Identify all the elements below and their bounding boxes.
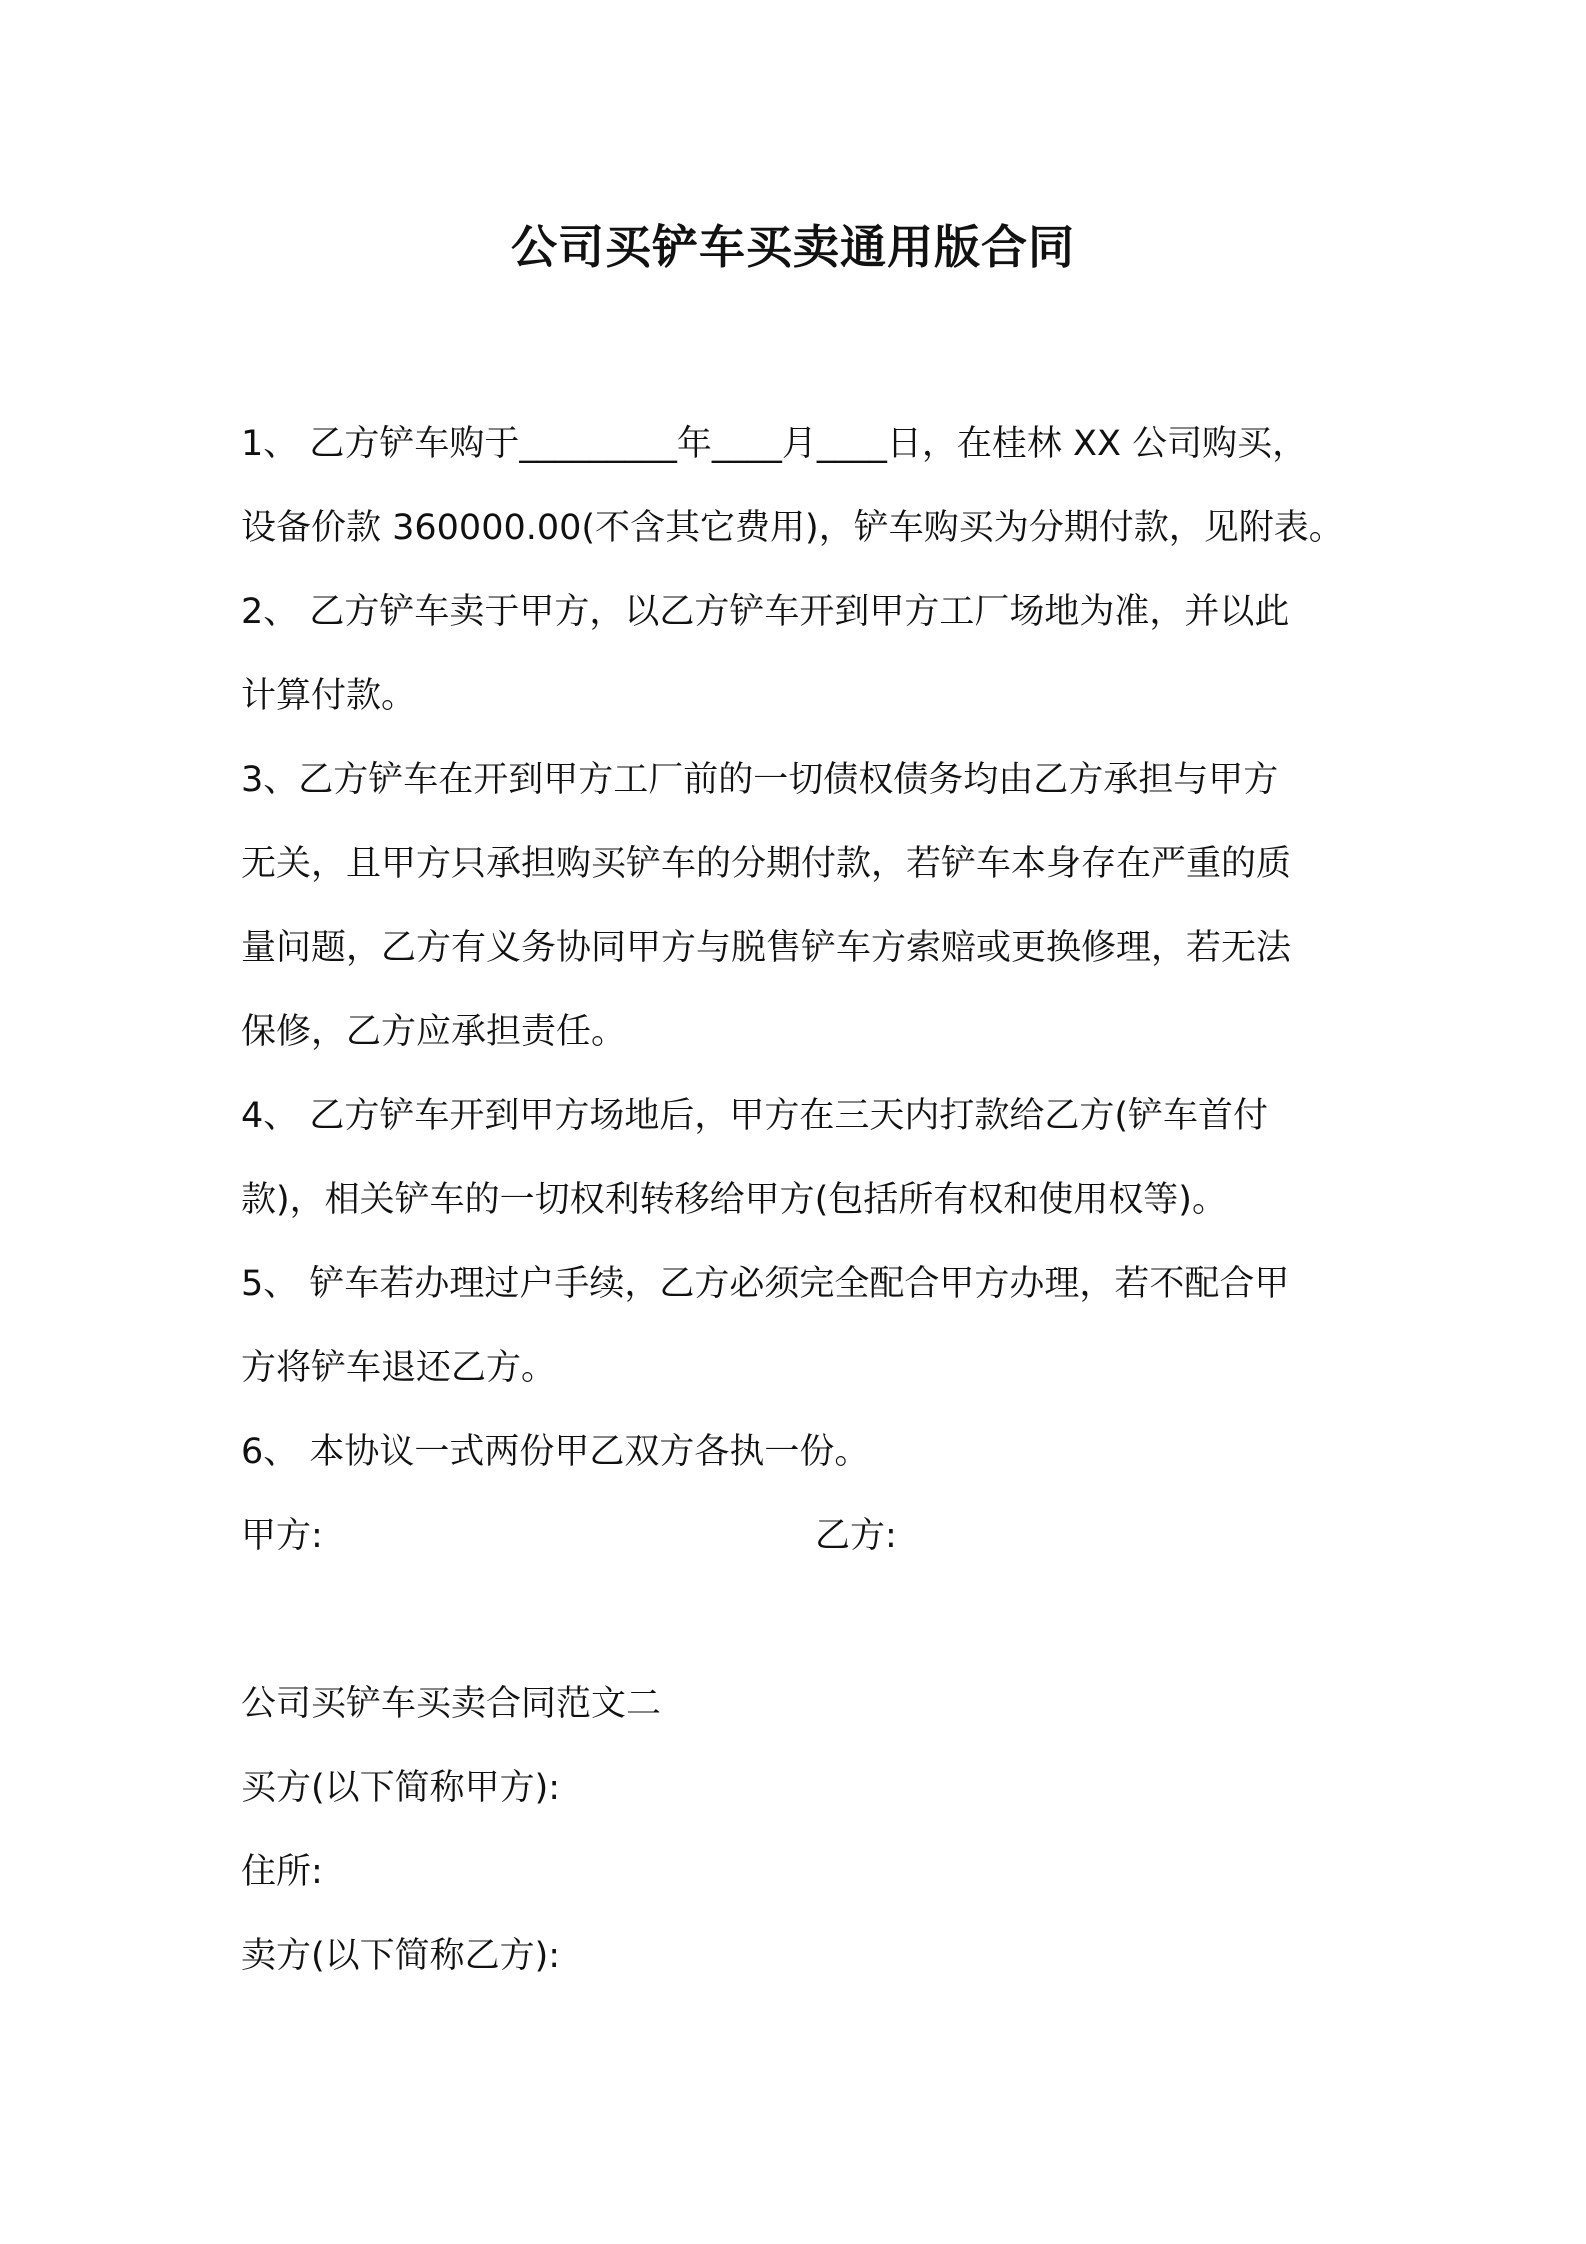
clause-line: 4、 乙方铲车开到甲方场地后，甲方在三天内打款给乙方(铲车首付: [241, 1096, 1269, 1136]
seller-label: 卖方(以下简称乙方):: [241, 1936, 561, 1976]
clause-5: [241, 1242, 1386, 1410]
clause-line: 设备价款 360000.00(不含其它费用)，铲车购买为分期付款，见附表。: [241, 508, 1344, 548]
party-a-label: 甲方:: [241, 1516, 323, 1556]
second-contract-heading: 公司买铲车买卖合同范文二: [241, 1684, 662, 1724]
spacer: [241, 1578, 1386, 1662]
signature-row: [241, 1494, 1386, 1578]
clause-line: 保修，乙方应承担责任。: [241, 1012, 627, 1052]
clause-line: 无关，且甲方只承担购买铲车的分期付款，若铲车本身存在严重的质: [241, 844, 1292, 884]
clause-6: [241, 1410, 1386, 1494]
clause-line: 3、乙方铲车在开到甲方工厂前的一切债权债务均由乙方承担与甲方: [241, 760, 1279, 800]
clause-line: 1、 乙方铲车购于_________年____月____日，在桂林 XX 公司购买，: [241, 424, 1308, 464]
clause-line: 款)，相关铲车的一切权利转移给甲方(包括所有权和使用权等)。: [241, 1180, 1227, 1220]
clause-line: 方将铲车退还乙方。: [241, 1348, 557, 1388]
clause-3: [241, 738, 1386, 1074]
clause-1: [241, 402, 1386, 570]
clause-line: 量问题，乙方有义务协同甲方与脱售铲车方索赔或更换修理，若无法: [241, 928, 1292, 968]
clause-line: 5、 铲车若办理过户手续，乙方必须完全配合甲方办理，若不配合甲: [241, 1264, 1290, 1304]
address-label: 住所:: [241, 1852, 323, 1892]
clause-4: [241, 1074, 1386, 1242]
party-b-label: 乙方:: [815, 1516, 897, 1556]
document-title: 公司买铲车买卖通用版合同: [511, 220, 1075, 274]
clause-2: [241, 570, 1386, 738]
document-body: [241, 402, 1386, 1998]
clause-line: 计算付款。: [241, 676, 417, 716]
clause-line: 6、 本协议一式两份甲乙双方各执一份。: [241, 1432, 870, 1472]
buyer-label: 买方(以下简称甲方):: [241, 1768, 561, 1808]
clause-line: 2、 乙方铲车卖于甲方，以乙方铲车开到甲方工厂场地为准，并以此: [241, 592, 1290, 632]
